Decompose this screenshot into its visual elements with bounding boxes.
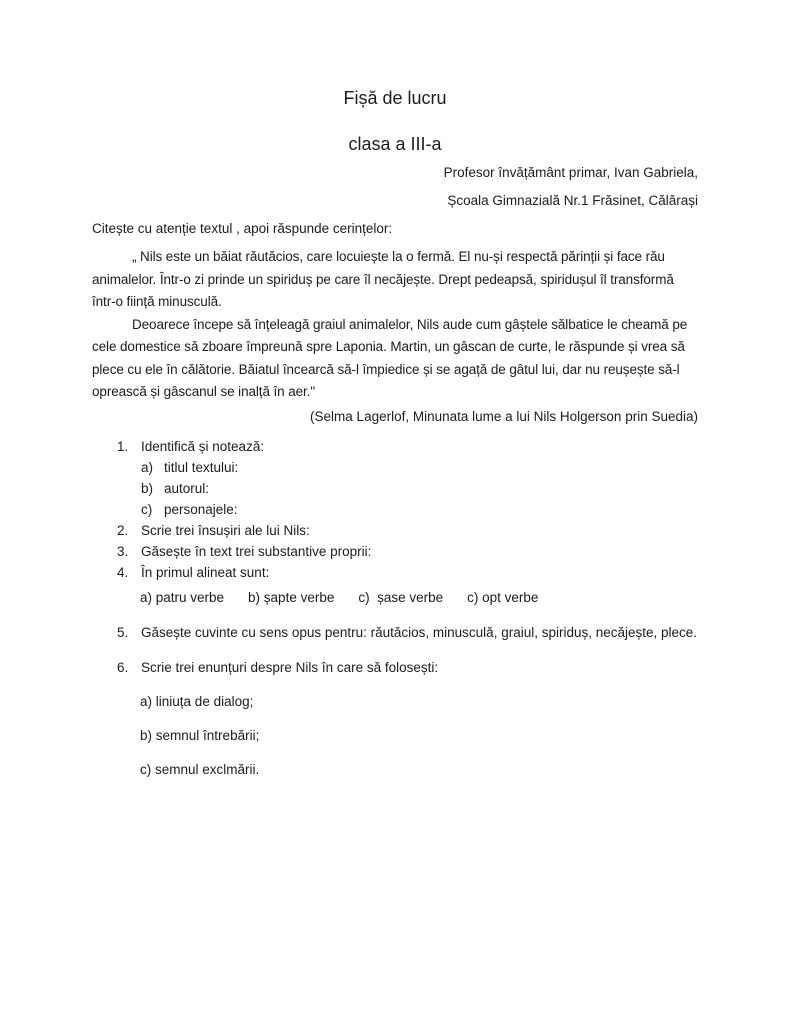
subitem-letter: b)	[140, 727, 153, 743]
story-paragraph-1: „ Nils este un băiat răutăcios, care locuiește la o fermă. El nu-și respectă părinții și face rău animalelor. Într-o zi prinde un spiriduș pe care îl necăjește. Drept pedeapsă, spiridușul îl transformă într-o ființă minusculă.	[92, 249, 674, 309]
instruction-text: Citește cu atenție textul , apoi răspunde cerințelor:	[92, 221, 393, 236]
source-attribution: (Selma Lagerlof, Minunata lume a lui Nils Holgerson prin Suedia)	[310, 408, 698, 424]
question-6-subitem-b	[140, 725, 698, 746]
question-number: 6.	[117, 659, 129, 675]
question-item-4	[117, 562, 698, 583]
question-6-subitem-c	[140, 759, 698, 780]
question-1-subitem-c	[141, 499, 698, 520]
question-6-subitem-a	[140, 691, 698, 712]
subitem-letter: c)	[140, 761, 152, 777]
subitem-text: liniuța de dialog;	[155, 693, 254, 709]
subitem-letter: a)	[141, 459, 154, 475]
subitem-text: semnul întrebării;	[155, 727, 260, 743]
question-number: 4.	[117, 564, 129, 580]
subitem-text: autorul:	[164, 480, 210, 496]
question-4-option-b: b) șapte verbe	[248, 589, 335, 605]
question-text: Găsește cuvinte cu sens opus pentru: răutăcios, minusculă, graiul, spiriduș, necăjește, plece.	[141, 624, 698, 640]
subitem-letter: c)	[141, 501, 153, 517]
question-4-option-a: a) patru verbe	[140, 589, 225, 605]
question-item-3	[117, 541, 698, 562]
question-text: Găsește în text trei substantive proprii:	[141, 543, 372, 559]
question-list	[92, 436, 698, 780]
school-byline: Școala Gimnazială Nr.1 Frăsinet, Călărași	[447, 193, 698, 208]
question-text: Identifică și notează:	[141, 438, 265, 454]
question-number: 5.	[117, 624, 129, 640]
subitem-letter: a)	[140, 693, 153, 709]
question-text: Scrie trei însușiri ale lui Nils:	[141, 522, 310, 538]
question-number: 3.	[117, 543, 129, 559]
question-item-1	[117, 436, 698, 457]
subitem-letter: b)	[141, 480, 154, 496]
professor-byline: Profesor învățământ primar, Ivan Gabriela,	[443, 165, 698, 180]
question-number: 2.	[117, 522, 129, 538]
class-subtitle: clasa a III-a	[348, 134, 442, 154]
question-text: În primul alineat sunt:	[141, 564, 270, 580]
page-title: Fișă de lucru	[343, 88, 447, 108]
question-1-subitem-a	[141, 457, 698, 478]
question-4-option-c1: c) șase verbe	[358, 589, 444, 605]
question-item-2	[117, 520, 698, 541]
subitem-text: titlul textului:	[164, 459, 239, 475]
story-paragraph-2: Deoarece începe să înțeleagă graiul animalelor, Nils aude cum gâștele sălbatice le cheamă pe cele domestice să zboare împreună spre Laponia. Martin, un gâscan de curte, le răspunde și vrea să plece cu ele în călătorie. Băiatul încearcă să-l împiedice și se agață de gâtul lui, dar nu reușește să-l oprească și gâscanul se inalță în aer."	[92, 316, 688, 399]
question-item-6	[117, 657, 698, 678]
question-text: Scrie trei enunțuri despre Nils în care să folosești:	[141, 659, 439, 675]
subitem-text: personajele:	[164, 501, 238, 517]
question-4-option-c2: c) opt verbe	[467, 589, 539, 605]
question-number: 1.	[117, 438, 129, 454]
question-item-5	[117, 622, 698, 643]
question-4-options	[140, 587, 698, 608]
question-1-subitem-b	[141, 478, 698, 499]
subitem-text: semnul exclmării.	[155, 761, 260, 777]
